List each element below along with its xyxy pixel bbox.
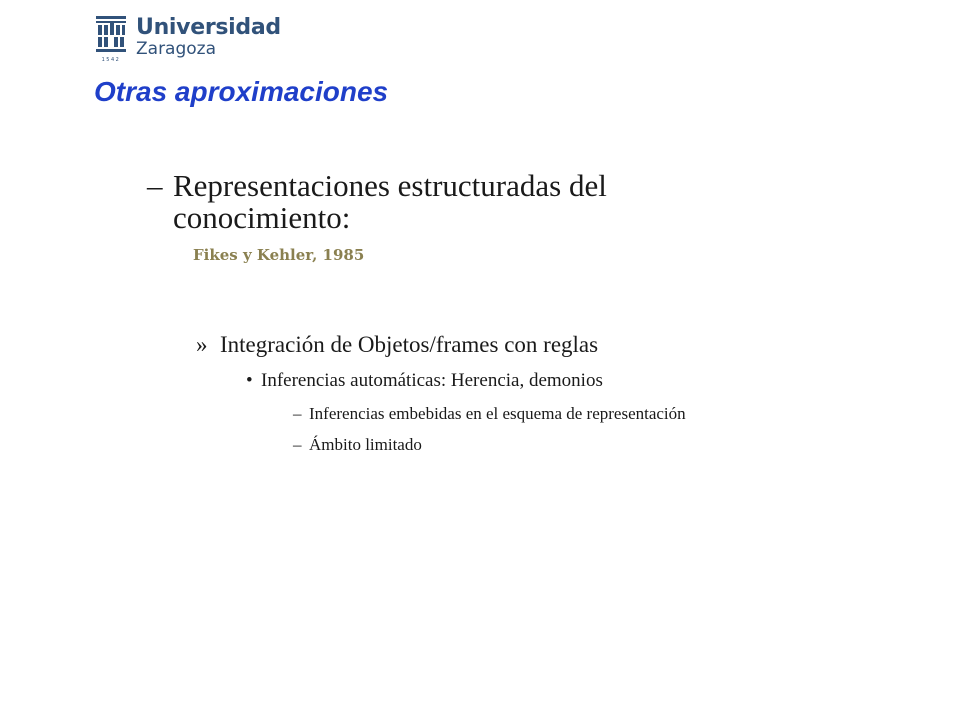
bullet-level-4 [293,404,686,424]
bullet-text: Integración de Objetos/frames con reglas [220,332,599,357]
citation: Fikes y Kehler, 1985 [193,246,365,264]
bullet-text: Representaciones estructuradas del conocimiento: [173,168,607,235]
university-crest-icon [94,15,128,63]
logo-year: 1542 [101,57,121,63]
bullet-level-4 [293,435,422,455]
dash-marker: – [147,168,163,203]
bullet-level-1 [147,170,787,234]
bullet-marker: • [246,370,253,391]
logo-city: Zaragoza [136,39,217,59]
logo-name: Universidad [136,15,281,40]
university-logo [94,15,281,63]
bullet-text: Inferencias embebidas en el esquema de representación [309,404,686,423]
dash-marker: – [293,404,302,423]
dash-marker: – [293,435,302,454]
bullet-level-3 [246,370,603,392]
chevron-marker: » [196,332,208,357]
bullet-level-2 [196,332,598,358]
bullet-text: Ámbito limitado [309,435,422,454]
bullet-text: Inferencias automáticas: Herencia, demonios [261,370,603,391]
slide-title: Otras aproximaciones [94,76,389,107]
